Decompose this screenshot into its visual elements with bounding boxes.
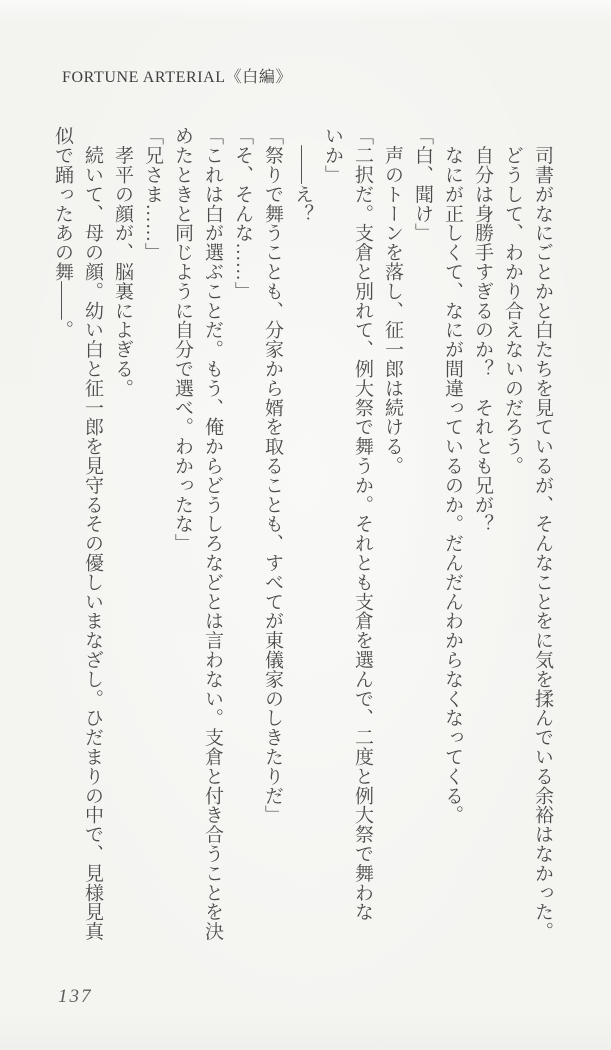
text-line: 声のトーンを落し、征一郎は続ける。 <box>382 126 403 476</box>
text-line: ――え？ <box>292 126 313 223</box>
text-line: 似で踊ったあの舞――。 <box>52 126 73 340</box>
text-line: 「二択だ。支倉と別れて、例大祭で舞うか。それとも支倉を選んで、二度と例大祭で舞わな <box>352 126 373 922</box>
body-text-vertical <box>47 126 557 950</box>
text-line: 「これは白が選ぶことだ。もう、俺からどうしろなどとは言わない。支倉と付き合うことを決 <box>202 126 223 941</box>
text-line: 「そ、そんな……」 <box>232 126 253 301</box>
text-line: めたときと同じように自分で選べ。わかったな」 <box>172 126 193 553</box>
text-line: 自分は身勝手すぎるのか？ それとも兄が？ <box>472 126 493 534</box>
text-line: どうして、わかり合えないのだろう。 <box>502 126 523 476</box>
text-line: 孝平の顔が、脳裏によぎる。 <box>112 126 133 398</box>
text-line: 司書がなにごとかと白たちを見ているが、そんなことをに気を揉んでいる余裕はなかった。 <box>532 126 553 941</box>
text-line: なにが正しくて、なにが間違っているのか。だんだんわからなくなってくる。 <box>442 126 463 825</box>
page-number: 137 <box>58 986 93 1007</box>
text-line: 続いて、母の顔。幼い白と征一郎を見守るその優しいまなざし。ひだまりの中で、見様見真 <box>82 126 103 941</box>
text-line: 「祭りで舞うことも、分家から婿を取ることも、すべてが東儀家のしきたりだ」 <box>262 126 283 825</box>
running-header-title: FORTUNE ARTERIAL《白編》 <box>62 69 293 86</box>
text-line: 「兄さま……」 <box>142 126 163 262</box>
text-line: いか」 <box>322 126 343 185</box>
text-line: 「白、聞け」 <box>412 126 433 243</box>
